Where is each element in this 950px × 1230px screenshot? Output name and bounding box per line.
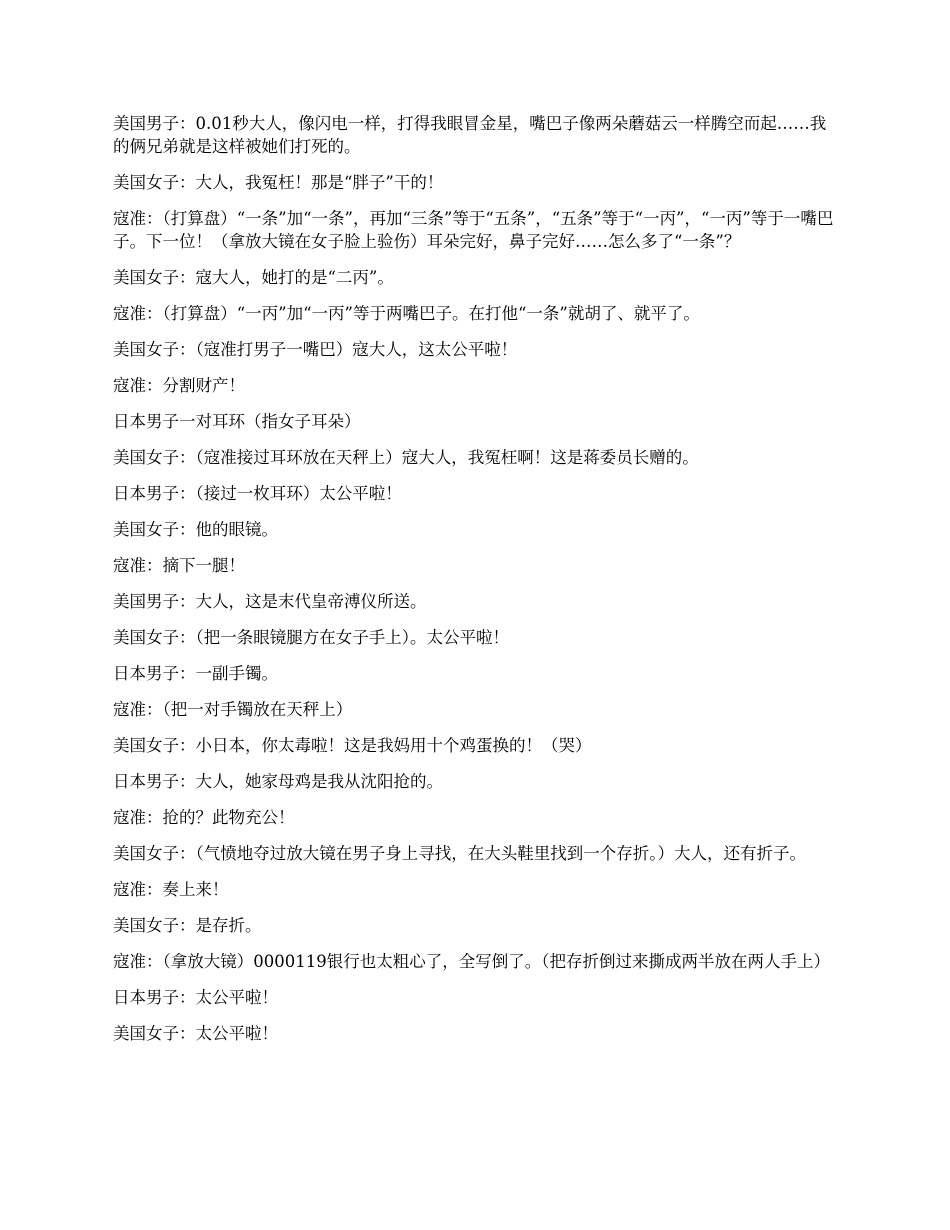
dialogue-line: 日本男子：大人，她家母鸡是我从沈阳抢的。 <box>113 772 443 791</box>
dialogue-line: 美国女子：大人，我冤枉！那是“胖子”干的！ <box>113 173 444 192</box>
dialogue-line: 寇准：分割财产！ <box>113 376 245 395</box>
dialogue-line: 美国女子：他的眼镜。 <box>113 520 278 539</box>
dialogue-line: 美国女子：（寇准接过耳环放在天秤上）寇大人，我冤枉啊！这是蒋委员长赠的。 <box>113 448 699 467</box>
dialogue-line: 寇准：（拿放大镜）0000119银行也太粗心了，全写倒了。（把存折倒过来撕成两半放在两人手上） <box>113 952 830 971</box>
dialogue-line: 日本男子一对耳环（指女子耳朵） <box>113 412 361 431</box>
dialogue-line: 美国女子：太公平啦！ <box>113 1024 278 1043</box>
dialogue-line: 日本男子：太公平啦！ <box>113 988 278 1007</box>
dialogue-line: 美国女子：（气愤地夺过放大镜在男子身上寻找，在大头鞋里找到一个存折。）大人，还有折子。 <box>113 844 806 863</box>
document-body <box>113 112 841 1058</box>
dialogue-line: 美国女子：是存折。 <box>113 916 262 935</box>
dialogue-line: 美国女子：（寇准打男子一嘴巴）寇大人，这太公平啦！ <box>113 340 518 359</box>
dialogue-line: 寇准：（把一对手镯放在天秤上） <box>113 700 353 719</box>
dialogue-line: 日本男子：一副手镯。 <box>113 664 278 683</box>
dialogue-line: 寇准：抢的？此物充公！ <box>113 808 295 827</box>
dialogue-line: 美国女子：（把一条眼镜腿方在女子手上）。太公平啦！ <box>113 628 509 647</box>
dialogue-line: 美国女子：小日本，你太毒啦！这是我妈用十个鸡蛋换的！（哭） <box>113 736 592 755</box>
dialogue-line: 寇准：奏上来！ <box>113 880 229 899</box>
dialogue-line: 寇准：（打算盘）“一条”加“一条”，再加“三条”等于“五条”，“五条”等于“一丙”，“一丙”等于一嘴巴子。下一位！（拿放大镜在女子脸上验伤）耳朵完好，鼻子完好……怎么多了“一条”？ <box>113 209 834 251</box>
dialogue-line: 寇准：摘下一腿！ <box>113 556 245 575</box>
dialogue-line: 美国女子：寇大人，她打的是“二丙”。 <box>113 268 394 287</box>
dialogue-line: 美国男子：0.01秒大人，像闪电一样，打得我眼冒金星，嘴巴子像两朵蘑菇云一样腾空而起……我的俩兄弟就是这样被她们打死的。 <box>113 114 827 156</box>
dialogue-line: 日本男子：（接过一枚耳环）太公平啦！ <box>113 484 402 503</box>
dialogue-line: 寇准：（打算盘）“一丙”加“一丙”等于两嘴巴子。在打他“一条”就胡了、就平了。 <box>113 304 700 323</box>
dialogue-line: 美国男子：大人，这是末代皇帝溥仪所送。 <box>113 592 427 611</box>
